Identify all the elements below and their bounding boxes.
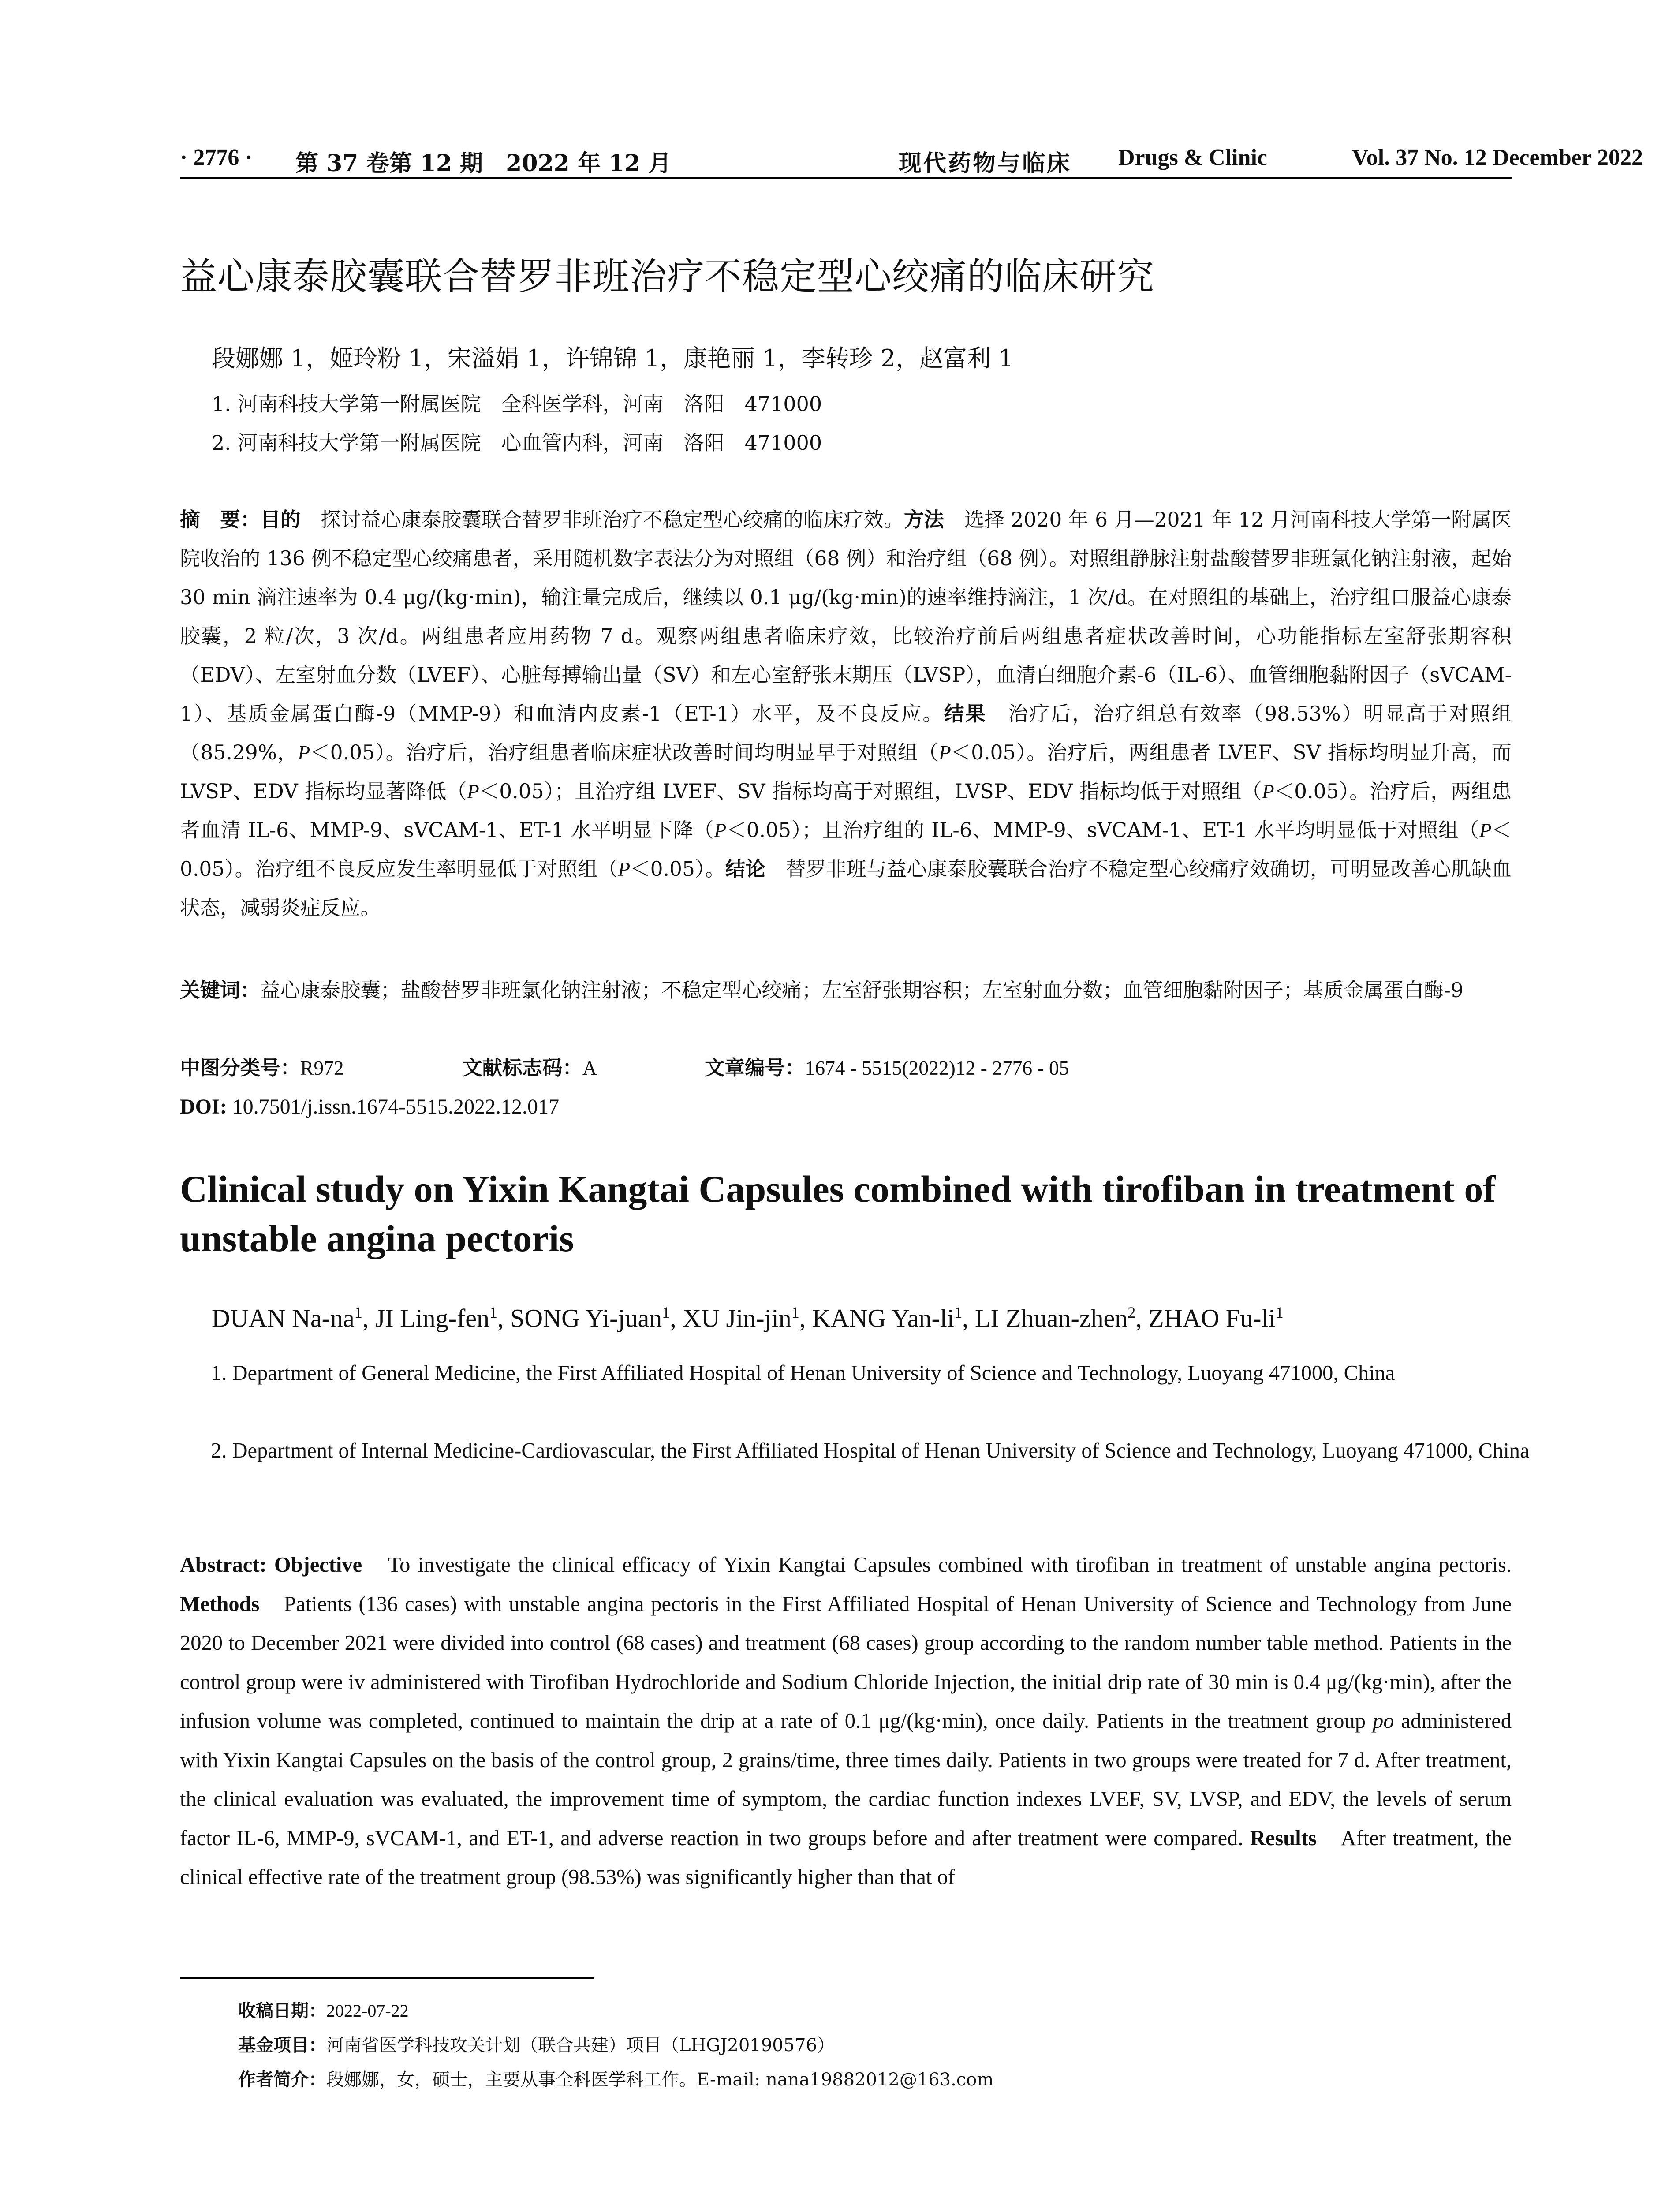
en-abstract: [180, 1546, 1512, 1897]
footnote-rule: [180, 1977, 594, 1979]
cn-abstract-label: 摘 要：: [180, 508, 261, 531]
cn-title: 益心康泰胶囊联合替罗非班治疗不稳定型心绞痛的临床研究: [180, 255, 1155, 298]
cn-methods-label: 方法: [903, 508, 945, 531]
article-no-label: 文章编号：: [705, 1056, 805, 1080]
clc-label: 中图分类号：: [180, 1056, 301, 1080]
p-symbol: P: [938, 741, 951, 764]
issue-en: Vol. 37 No. 12 December 2022: [1352, 145, 1643, 170]
cn-classification: [180, 1049, 1069, 1088]
page-number: · 2776 ·: [180, 145, 253, 170]
footnote-author: [238, 2066, 993, 2091]
affiliation-marker: 1: [791, 1304, 799, 1321]
en-author-name: , XU Jin-jin: [670, 1304, 791, 1333]
en-results-label: Results: [1250, 1826, 1317, 1850]
cn-keywords-text: 益心康泰胶囊；盐酸替罗非班氯化钠注射液；不稳定型心绞痛；左室舒张期容积；左室射血分数；血管细胞黏附因子；基质金属蛋白酶-9: [260, 979, 1463, 1002]
cn-authors: 段娜娜 1，姬玲粉 1，宋溢娟 1，许锦锦 1，康艳丽 1，李转珍 2，赵富利 1: [212, 344, 1014, 372]
cn-conclusion-text: 替罗非班与益心康泰胶囊联合治疗不稳定型心绞痛疗效确切，可明显改善心肌缺血状态，减弱炎症反应。: [180, 857, 1512, 919]
fund-text: 河南省医学科技攻关计划（联合共建）项目（LHGJ20190576）: [326, 2035, 835, 2056]
po-abbrev: po: [1372, 1709, 1394, 1733]
affiliation-marker: 2: [1127, 1304, 1136, 1321]
doc-code-label: 文献标志码：: [462, 1056, 583, 1080]
p-symbol: P: [1262, 780, 1274, 803]
cn-results-label: 结果: [944, 702, 987, 725]
footnote-received: [238, 1997, 409, 2022]
footnote-fund: [238, 2031, 835, 2056]
author-text: 段娜娜，女，硕士，主要从事全科医学科工作。E-mail: nana19882012@163.com: [326, 2070, 994, 2090]
affiliation-marker: 1: [1275, 1304, 1284, 1321]
p-symbol: P: [1479, 819, 1492, 841]
en-abstract-label: Abstract: Objective: [180, 1553, 362, 1577]
cn-results-text: ＜0.05）。治疗后，两组患者血清 IL-6、MMP-9、sVCAM-1、ET-1 水平明显下降（: [180, 780, 1512, 842]
fund-label: 基金项目：: [238, 2035, 326, 2056]
cn-results-text: 治疗后，治疗组总有效率（98.53%）明显高于对照组（85.29%，: [180, 702, 1512, 764]
cn-objective-label: 目的: [260, 508, 301, 531]
doi-label: DOI:: [180, 1095, 227, 1118]
en-author-name: , JI Ling-fen: [362, 1304, 490, 1333]
running-header: [180, 142, 1643, 179]
journal-en: Drugs & Clinic: [1118, 145, 1267, 170]
affiliation-marker: 1: [354, 1304, 362, 1321]
received-date: 2022-07-22: [326, 2001, 409, 2021]
en-methods-label: Methods: [180, 1592, 260, 1616]
cn-results-text: ＜0.05）。治疗后，两组患者 LVEF、SV 指标均明显升高，而 LVSP、EDV 指标均显著降低（: [180, 741, 1512, 803]
affiliation-marker: 1: [489, 1304, 498, 1321]
affiliation-marker: 1: [662, 1304, 670, 1321]
en-methods-text: Patients (136 cases) with unstable angina pectoris in the First Affiliated Hospital of Henan University of Science and Technology from June 2020 to December 2021 were divided into control (68 cases) and treatment (68 cases) group according to the random number table method. Patients in the control group were iv administered with Tirofiban Hydrochloride and Sodium Chloride Injection, the initial drip rate of 30 min is 0.4 μg/(kg·min), after the infusion volume was completed, continued to maintain the drip at a rate of 0.1 μg/(kg·min), once daily. Patients in the treatment group: [180, 1592, 1512, 1733]
received-label: 收稿日期：: [238, 2001, 326, 2021]
en-objective-text: To investigate the clinical efficacy of Yixin Kangtai Capsules combined with tirofiban in treatment of unstable angina pectoris.: [362, 1553, 1512, 1577]
en-affiliation-1: 1. Department of General Medicine, the First Affiliated Hospital of Henan University of Science and Technology, Luoyang 471000, China: [211, 1361, 1395, 1385]
en-results-text: After treatment, the clinical effective rate of the treatment group (98.53%) was significantly higher than that of: [180, 1826, 1512, 1889]
en-author-name: DUAN Na-na: [212, 1304, 355, 1333]
article-no-value: 1674 - 5515(2022)12 - 2776 - 05: [805, 1057, 1069, 1079]
author-label: 作者简介：: [238, 2070, 326, 2090]
cn-results-text: ＜0.05）。治疗后，治疗组患者临床症状改善时间均明显早于对照组（: [310, 741, 939, 764]
doc-code-value: A: [582, 1057, 597, 1079]
journal-cn: 现代药物与临床: [899, 150, 1072, 177]
en-title: Clinical study on Yixin Kangtai Capsules combined with tirofiban in treatment of unstable angina pectoris: [180, 1168, 1496, 1259]
en-methods-text: administered with Yixin Kangtai Capsules on the basis of the control group, 2 grains/time, three times daily. Patients in two groups were treated for 7 d. After treatment, the clinical evaluation was evaluated, the improvement time of symptom, the cardiac function indexes LVEF, SV, LVSP, and EDV, the levels of serum factor IL-6, MMP-9, sVCAM-1, and ET-1, and adverse reaction in two groups before and after treatment were compared.: [180, 1709, 1512, 1850]
cn-results-text: ＜0.05）；且治疗组的 IL-6、MMP-9、sVCAM-1、ET-1 水平均明显低于对照组（: [726, 818, 1479, 842]
cn-affiliation-1: 1. 河南科技大学第一附属医院 全科医学科，河南 洛阳 471000: [212, 392, 822, 416]
en-author-name: , SONG Yi-juan: [497, 1304, 662, 1333]
p-symbol: P: [618, 858, 631, 880]
en-authors: [212, 1303, 1284, 1333]
cn-results-text: ＜0.05）。: [630, 857, 725, 881]
cn-objective-text: 探讨益心康泰胶囊联合替罗非班治疗不稳定型心绞痛的临床疗效。: [300, 508, 904, 531]
cn-keywords: [180, 971, 1512, 1010]
cn-results-text: ＜0.05）；且治疗组 LVEF、SV 指标均高于对照组，LVSP、EDV 指标均低于对照组（: [479, 780, 1262, 803]
cn-affiliation-2: 2. 河南科技大学第一附属医院 心血管内科，河南 洛阳 471000: [212, 431, 822, 455]
cn-keywords-label: 关键词：: [180, 979, 261, 1002]
p-symbol: P: [467, 780, 479, 803]
doi-link[interactable]: 10.7501/j.issn.1674-5515.2022.12.017: [227, 1095, 560, 1118]
cn-abstract: [180, 501, 1512, 927]
clc-value: R972: [300, 1057, 344, 1079]
affiliation-marker: 1: [954, 1304, 963, 1321]
p-symbol: P: [714, 819, 727, 841]
en-affiliation-2: 2. Department of Internal Medicine-Cardiovascular, the First Affiliated Hospital of Henan University of Science and Technology, Luoyang 471000, China: [211, 1439, 1530, 1462]
p-symbol: P: [298, 741, 310, 764]
cn-results-text: ＜0.05）。治疗组不良反应发生率明显低于对照组（: [180, 818, 1512, 881]
en-author-name: , ZHAO Fu-li: [1135, 1304, 1276, 1333]
cn-conclusion-label: 结论: [725, 857, 766, 881]
en-author-name: , KANG Yan-li: [799, 1304, 955, 1333]
en-author-name: , LI Zhuan-zhen: [962, 1304, 1128, 1333]
doi-line: [180, 1088, 559, 1126]
cn-methods-text: 选择 2020 年 6 月—2021 年 12 月河南科技大学第一附属医院收治的 136 例不稳定型心绞痛患者，采用随机数字表法分为对照组（68 例）和治疗组（68 例）。对照组静脉注射盐酸替罗非班氯化钠注射液，起始 30 min 滴注速率为 0.4 μg/(kg·min)，输注量完成后，继续以 0.1 μg/(kg·min)的速率维持滴注，1 次/d。在对照组的基础上，治疗组口服益心康泰胶囊，2 粒/次，3 次/d。两组患者应用药物 7 d。观察两组患者临床疗效，比较治疗前后两组患者症状改善时间，心功能指标左室舒张期容积（EDV）、左室射血分数（LVEF）、心脏每搏输出量（SV）和左心室舒张末期压（LVSP），血清白细胞介素-6（IL-6）、血管细胞黏附因子（sVCAM-1）、基质金属蛋白酶-9（MMP-9）和血清内皮素-1（ET-1）水平，及不良反应。: [180, 508, 1512, 725]
issue-cn: 第 37 卷第 12 期 2022 年 12 月: [295, 150, 672, 177]
